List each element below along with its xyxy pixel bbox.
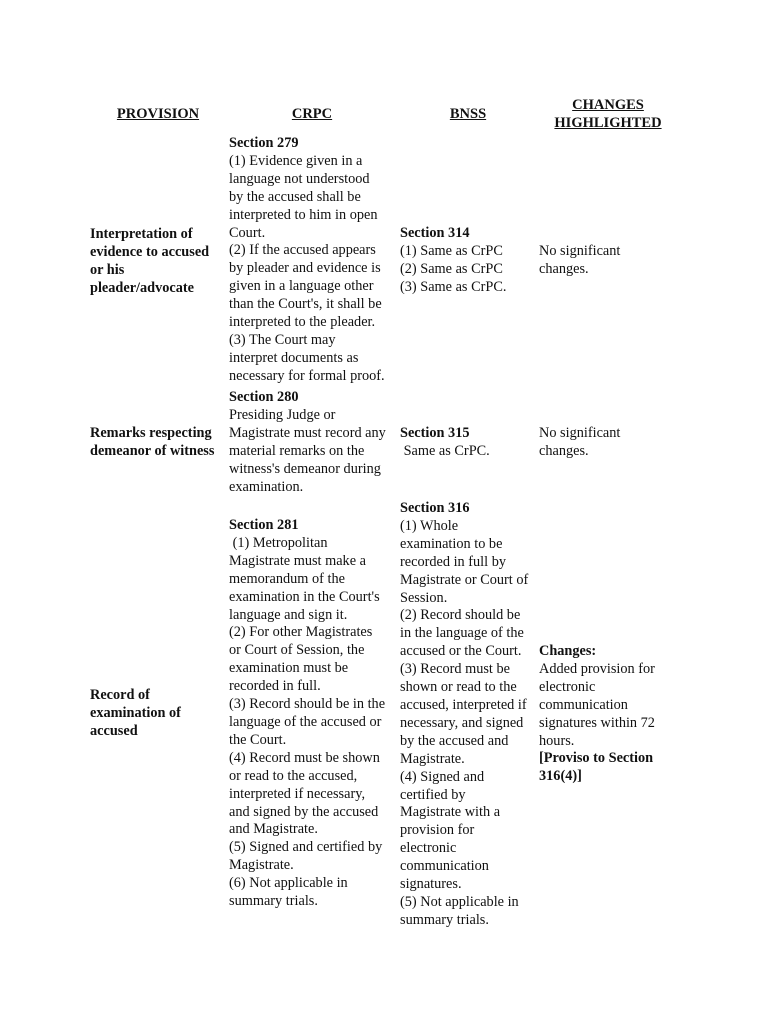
row1-provision	[90, 226, 225, 298]
row3-crpc	[229, 517, 399, 911]
crpc-text-line: summary trials.	[229, 893, 318, 910]
header-crpc: CRPC	[291, 106, 333, 122]
row3-crpc-section: Section 281	[229, 517, 299, 533]
crpc-text-line: witness's demeanor during	[229, 460, 381, 477]
provision-line: examination of	[90, 704, 181, 721]
crpc-text-line: language and sign it.	[229, 606, 348, 623]
row1-changes	[539, 243, 679, 279]
row2-crpc-section: Section 280	[229, 389, 299, 405]
changes-text-line: No significant	[539, 243, 621, 259]
row3-provision	[90, 687, 225, 741]
crpc-text-line: and Magistrate.	[229, 821, 318, 838]
provision-line: Remarks respecting	[90, 425, 212, 441]
crpc-text-line: (1) Evidence given in a	[229, 152, 363, 169]
bnss-text-line: examination to be	[400, 535, 503, 552]
crpc-text-line: (4) Record must be shown	[229, 749, 380, 766]
row2-bnss	[400, 425, 538, 461]
header-provision: PROVISION	[116, 106, 200, 122]
bnss-text-line: (3) Same as CrPC.	[400, 278, 507, 295]
bnss-text-line: (1) Same as CrPC	[400, 242, 503, 259]
crpc-text-line: interpreted if necessary,	[229, 785, 366, 802]
crpc-text-line: material remarks on the	[229, 442, 365, 459]
crpc-text-line: (3) Record should be in the	[229, 696, 386, 713]
crpc-text-line: Magistrate must make a	[229, 552, 366, 569]
provision-line: evidence to accused	[90, 243, 210, 260]
bnss-text-line: accused or the Court.	[400, 643, 522, 660]
bnss-text-line: by the accused and	[400, 732, 509, 749]
crpc-text-line: examination in the Court's	[229, 588, 380, 605]
bnss-text-line: summary trials.	[400, 911, 489, 928]
row2-bnss-section: Section 315	[400, 425, 470, 441]
changes-text-line: No significant	[539, 425, 621, 441]
crpc-text-line: recorded in full.	[229, 678, 321, 695]
crpc-text-line: examination.	[229, 478, 304, 495]
crpc-text-line: Court.	[229, 224, 266, 241]
row1-crpc	[229, 135, 399, 386]
bnss-text-line: Magistrate or Court of	[400, 571, 529, 588]
row3-changes-title: Changes:	[539, 643, 597, 659]
provision-line: Interpretation of	[90, 226, 193, 242]
bnss-text-line: (3) Record must be	[400, 661, 510, 678]
header-changes	[546, 96, 670, 132]
provision-line: or his	[90, 261, 125, 278]
bnss-text-line: Session.	[400, 589, 448, 606]
crpc-text-line: than the Court's, it shall be	[229, 296, 382, 313]
crpc-text-line: interpreted to the pleader.	[229, 314, 376, 331]
crpc-text-line: language not understood	[229, 170, 370, 187]
changes-text-line: hours.	[539, 732, 575, 749]
changes-reference-line: 316(4)]	[539, 768, 582, 785]
bnss-text-line: communication	[400, 858, 489, 875]
bnss-text-line: (2) Record should be	[400, 607, 521, 624]
row1-bnss-section: Section 314	[400, 225, 470, 241]
crpc-text-line: interpreted to him in open	[229, 206, 378, 223]
row3-bnss-section: Section 316	[400, 500, 470, 516]
crpc-text-line: Magistrate must record any	[229, 424, 386, 441]
bnss-text-line: certified by	[400, 786, 466, 803]
row1-bnss	[400, 225, 538, 297]
crpc-text-line: (5) Signed and certified by	[229, 839, 383, 856]
crpc-text-line: (2) If the accused appears	[229, 242, 376, 259]
row1-crpc-section: Section 279	[229, 135, 299, 151]
crpc-text-line: by the accused shall be	[229, 188, 361, 205]
bnss-text-line: signatures.	[400, 876, 462, 893]
bnss-text-line: (5) Not applicable in	[400, 893, 519, 910]
crpc-text-line: (1) Metropolitan	[229, 534, 328, 551]
crpc-text-line: by pleader and evidence is	[229, 260, 381, 277]
crpc-text-line: language of the accused or	[229, 713, 382, 730]
bnss-text-line: provision for	[400, 822, 475, 839]
crpc-text-line: or Court of Session, the	[229, 642, 365, 659]
bnss-text-line: Magistrate.	[400, 750, 465, 767]
changes-text-line: signatures within 72	[539, 714, 655, 731]
provision-line: accused	[90, 722, 138, 739]
crpc-text-line: Magistrate.	[229, 857, 294, 874]
bnss-text-line: accused, interpreted if	[400, 696, 527, 713]
provision-line: demeanor of witness	[90, 442, 215, 459]
changes-text-line: communication	[539, 696, 628, 713]
crpc-text-line: or read to the accused,	[229, 767, 358, 784]
header-changes-line2: HIGHLIGHTED	[554, 115, 662, 131]
changes-text-line: electronic	[539, 678, 596, 695]
crpc-text-line: (2) For other Magistrates	[229, 624, 373, 641]
changes-reference-line: [Proviso to Section	[539, 750, 654, 767]
crpc-text-line: Presiding Judge or	[229, 406, 336, 423]
bnss-text-line: shown or read to the	[400, 679, 517, 696]
bnss-text-line: Magistrate with a	[400, 804, 501, 821]
crpc-text-line: and signed by the accused	[229, 803, 379, 820]
crpc-text-line: examination must be	[229, 660, 349, 677]
bnss-text-line: Same as CrPC.	[400, 442, 490, 459]
row2-changes	[539, 425, 679, 461]
row3-changes	[539, 643, 679, 786]
changes-text-line: changes.	[539, 260, 589, 277]
crpc-text-line: memorandum of the	[229, 570, 345, 587]
bnss-text-line: electronic	[400, 840, 457, 857]
changes-text-line: Added provision for	[539, 660, 655, 677]
bnss-text-line: (2) Same as CrPC	[400, 260, 503, 277]
bnss-text-line: in the language of the	[400, 625, 524, 642]
provision-line: pleader/advocate	[90, 279, 195, 296]
crpc-text-line: (3) The Court may	[229, 331, 336, 348]
crpc-text-line: the Court.	[229, 731, 287, 748]
row3-bnss	[400, 500, 538, 930]
header-changes-line1: CHANGES	[572, 97, 644, 113]
header-bnss: BNSS	[449, 106, 487, 122]
crpc-text-line: (6) Not applicable in	[229, 875, 348, 892]
bnss-text-line: (4) Signed and	[400, 768, 485, 785]
row2-crpc	[229, 389, 399, 496]
crpc-text-line: necessary for formal proof.	[229, 367, 385, 384]
changes-text-line: changes.	[539, 442, 589, 459]
provision-line: Record of	[90, 687, 150, 703]
bnss-text-line: recorded in full by	[400, 553, 506, 570]
bnss-text-line: (1) Whole	[400, 517, 459, 534]
crpc-text-line: interpret documents as	[229, 349, 359, 366]
crpc-text-line: given in a language other	[229, 278, 374, 295]
bnss-text-line: necessary, and signed	[400, 714, 524, 731]
row2-provision	[90, 425, 230, 461]
